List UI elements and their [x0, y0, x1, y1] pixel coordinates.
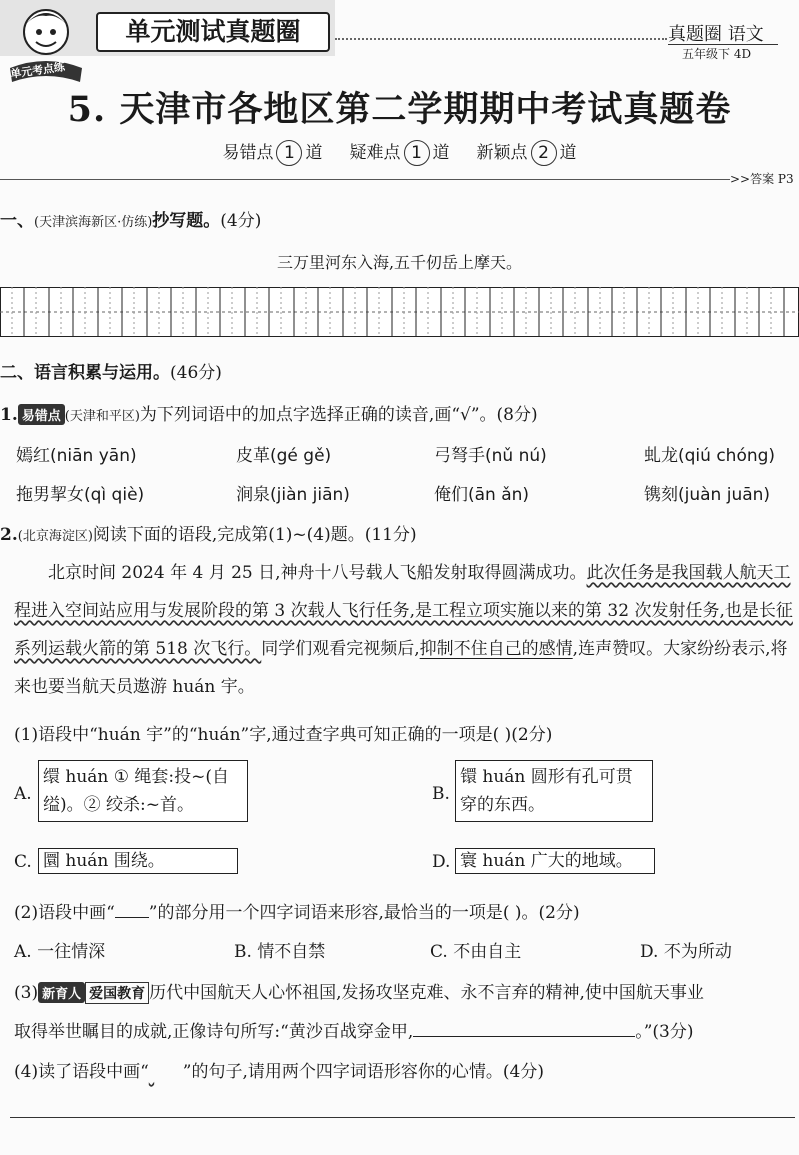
wavy-underline-sample [149, 1062, 183, 1082]
stat-count-errorprone: 1 [276, 140, 302, 166]
answer-reference: >>答案 P3 [730, 172, 794, 186]
stat-unit: 道 [559, 143, 577, 163]
passage-sentence-1: 北京时间 2024 年 4 月 25 日,神舟十八号载人飞船发射取得圆满成功。 [48, 563, 587, 583]
q1-text: 为下列词语中的加点字选择正确的读音,画“√”。(8分) [139, 405, 538, 425]
q1-word-5[interactable]: 拖男挈女(qì qiè) [16, 485, 145, 505]
q1-word-7[interactable]: 俺们(ān ǎn) [434, 485, 530, 505]
header-grade: 五年级下 4D [682, 47, 752, 61]
passage-wavy-sentence: 此次任务是我国载人航天工程进入空间站应用与发展阶段的第 3 次载人飞行任务,是工程立项实施以来的第 32 次发射任务,也是长征系列运载火箭的第 518 次飞行。 [14, 563, 793, 659]
optA-label[interactable]: A. [14, 784, 32, 804]
writing-grid[interactable] [0, 287, 799, 337]
q1-tag: 易错点 [18, 404, 65, 425]
sub3-tag-patriotic: 爱国教育 [85, 982, 149, 1004]
section1-score: (4分) [220, 211, 262, 231]
passage-sentence-5: ,连声赞叹。大家纷纷表示,将来也要当航天员遨游 huán 宇。 [14, 639, 788, 697]
sub3-answer-blank[interactable] [413, 1020, 635, 1037]
sub3-tag-newedu: 新育人 [38, 982, 85, 1003]
difficulty-stats [0, 138, 799, 166]
header-subject: 真题圈 语文 [668, 24, 764, 45]
passage-underlined-phrase: 抑制不住自己的感情 [419, 639, 573, 659]
stat-label-errorprone: 易错点 [222, 143, 274, 163]
sub2-option-c[interactable]: C. 不由自主 [430, 942, 522, 962]
sub2-option-d[interactable]: D. 不为所动 [640, 942, 732, 962]
section2-title: 语言积累与运用。 [34, 363, 170, 383]
sub2-option-a[interactable]: A. 一往情深 [14, 942, 106, 962]
section2-number: 二、 [0, 363, 34, 383]
q2-prompt [0, 520, 417, 545]
separator-line [0, 179, 730, 180]
optC-box[interactable]: 圜 huán 围绕。 [38, 848, 238, 874]
sub2-option-b[interactable]: B. 情不自禁 [234, 942, 326, 962]
sub3-text-2: 取得举世瞩目的成就,正像诗句所写:“黄沙百战穿金甲, [14, 1022, 414, 1042]
q1-word-3[interactable]: 弓弩手(nǔ nú) [434, 446, 547, 466]
page-title: 5. 天津市各地区第二学期期中考试真题卷 [67, 89, 732, 130]
sub3-text-1: 历代中国航天人心怀祖国,发扬攻坚克难、永不言弃的精神,使中国航天事业 [149, 983, 704, 1003]
sub3-text-3: 。”(3分) [635, 1022, 694, 1042]
section2-score: (46分) [170, 363, 222, 383]
q1-word-1[interactable]: 嫣红(niān yān) [16, 446, 137, 466]
optD-box[interactable]: 寰 huán 广大的地域。 [455, 848, 655, 874]
q1-prompt [0, 400, 538, 425]
stat-label-novel: 新颖点 [476, 143, 528, 163]
q2-number: 2. [0, 525, 18, 545]
q1-word-6[interactable]: 涧泉(jiàn jiān) [236, 485, 350, 505]
q1-word-4[interactable]: 虬龙(qiú chóng) [644, 446, 776, 466]
stat-unit: 道 [432, 143, 450, 163]
q1-source: (天津和平区) [64, 409, 140, 424]
logo-text: 单元考点练 [9, 60, 66, 81]
section2-heading [0, 358, 222, 383]
optC-label[interactable]: C. [14, 852, 32, 872]
q2-sub4 [14, 1057, 544, 1082]
q1-word-2[interactable]: 皮革(gé gě) [236, 446, 332, 466]
answer-line[interactable] [10, 1117, 795, 1118]
optD-label[interactable]: D. [432, 852, 451, 872]
q2-sub2 [14, 898, 580, 923]
sub4-text-b: ”的句子,请用两个四字词语形容你的心情。(4分) [182, 1062, 544, 1082]
poem-line: 三万里河东入海,五千仞岳上摩天。 [276, 253, 523, 272]
header-dotted-line [335, 38, 667, 40]
sub2-text-b: ”的部分用一个四字词语来形容,最恰当的一项是( )。(2分) [148, 903, 580, 923]
sub4-text-a: (4)读了语段中画“ [14, 1062, 149, 1082]
stat-label-difficult: 疑难点 [349, 143, 401, 163]
section1-number: 一、 [0, 211, 34, 231]
q2-source: (北京海淀区) [17, 529, 93, 544]
stat-count-difficult: 1 [404, 140, 430, 166]
q2-passage [14, 554, 794, 706]
optB-label[interactable]: B. [432, 784, 450, 804]
section1-source: (天津滨海新区·仿练) [34, 215, 153, 230]
optA-box[interactable]: 缳 huán ① 绳套:投~(自缢)。② 绞杀:~首。 [38, 760, 248, 822]
q1-word-8[interactable]: 镌刻(juàn juān) [644, 485, 771, 505]
sub2-text-a: (2)语段中画“ [14, 903, 115, 923]
q2-sub3-line2 [14, 1017, 694, 1042]
q2-sub3-line1 [14, 978, 704, 1004]
sub3-number: (3) [14, 983, 39, 1003]
banner-title: 单元测试真题圈 [96, 12, 330, 52]
q2-text: 阅读下面的语段,完成第(1)~(4)题。(11分) [92, 525, 417, 545]
stat-count-novel: 2 [531, 140, 557, 166]
q1-number: 1. [0, 405, 18, 425]
stat-unit: 道 [305, 143, 323, 163]
passage-sentence-3: 同学们观看完视频后, [261, 639, 420, 659]
section1-heading [0, 206, 261, 231]
optB-box[interactable]: 镮 huán 圆形有孔可贯穿的东西。 [455, 760, 653, 822]
straight-underline-sample [115, 917, 149, 918]
q2-sub1: (1)语段中“huán 宇”的“huán”字,通过查字典可知正确的一项是( )(2分) [14, 725, 553, 745]
section1-title: 抄写题。 [152, 211, 221, 231]
